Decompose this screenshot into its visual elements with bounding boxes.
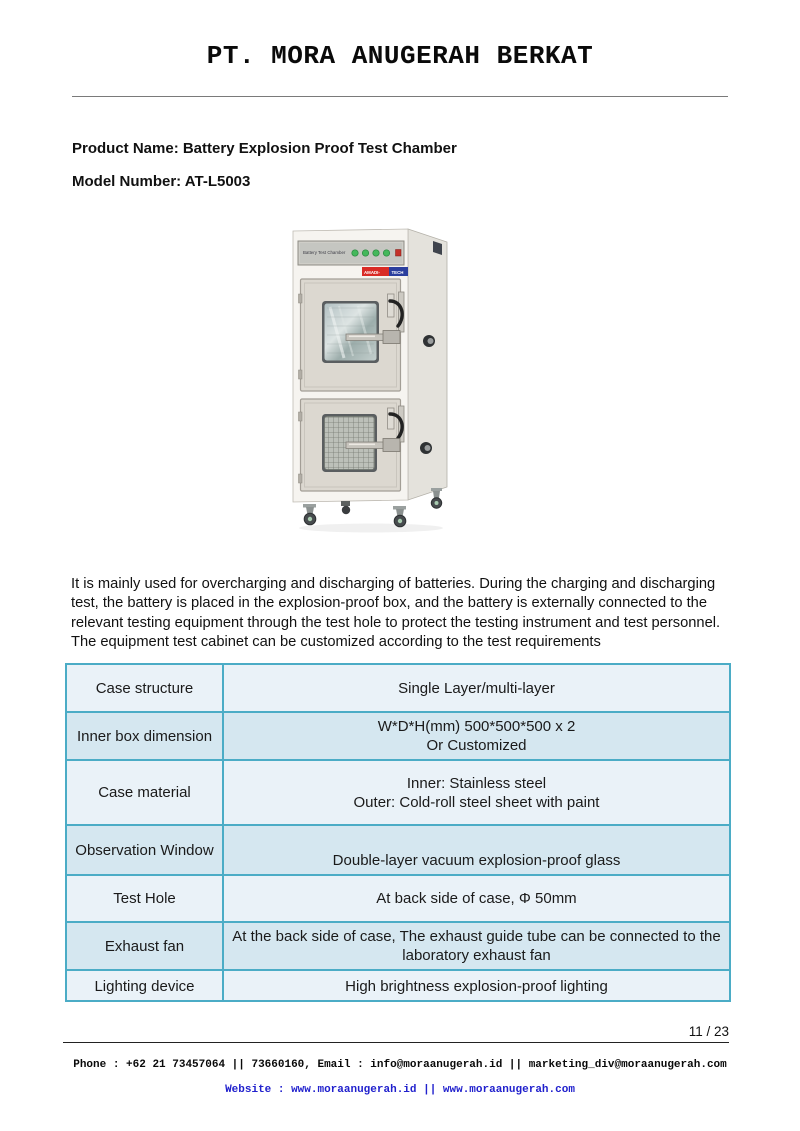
spec-value	[223, 970, 730, 1001]
spec-value-line: High brightness explosion-proof lighting	[345, 978, 608, 995]
floor-shadow	[299, 524, 443, 533]
spec-label: Case structure	[66, 664, 223, 712]
spec-value-line: At the back side of case, The exhaust guide tube can be connected to the laboratory exhaust fan	[232, 928, 721, 964]
table-row	[66, 970, 730, 1001]
lower-door	[299, 399, 405, 491]
spec-table	[65, 663, 731, 1002]
stop-button	[396, 250, 402, 257]
upper-door	[299, 279, 405, 391]
spec-label: Observation Window	[66, 825, 223, 875]
brand-logo-left-text: AMADI-	[364, 269, 380, 275]
door-hinge	[299, 370, 303, 379]
header-divider	[72, 96, 728, 97]
table-row	[66, 825, 730, 875]
spec-value	[223, 664, 730, 712]
brand-logo	[362, 267, 408, 276]
table-row	[66, 875, 730, 922]
footer-website-links[interactable]: Website : www.moraanugerah.id || www.moraanugerah.com	[225, 1084, 575, 1096]
spec-value-line: W*D*H(mm) 500*500*500 x 2	[377, 718, 576, 735]
spec-value	[223, 760, 730, 825]
caster-wheel	[341, 501, 350, 514]
product-name: Product Name: Battery Explosion Proof Test Chamber	[72, 140, 457, 157]
table-row	[66, 922, 730, 970]
spec-label: Case material	[66, 760, 223, 825]
product-photo	[283, 222, 458, 537]
footer-contact-line: Phone : +62 21 73457064 || 73660160, Email : info@moraanugerah.id || marketing_div@moraanugerah.com	[73, 1059, 727, 1071]
test-chamber-illustration	[283, 222, 458, 537]
panel-label: Battery Test Chamber	[303, 250, 346, 255]
company-title: PT. MORA ANUGERAH BERKAT	[206, 41, 594, 71]
spec-label: Lighting device	[66, 970, 223, 1001]
spec-label: Inner box dimension	[66, 712, 223, 760]
brand-logo-right-text: TECH	[391, 269, 404, 275]
spec-value-line: Double-layer vacuum explosion-proof glass	[332, 852, 621, 869]
footer-divider	[63, 1042, 729, 1043]
table-row	[66, 664, 730, 712]
spec-value-line: Inner: Stainless steel	[406, 774, 547, 792]
spec-value	[223, 712, 730, 760]
observation-window	[322, 301, 379, 363]
door-hinge	[299, 294, 303, 303]
table-row	[66, 712, 730, 760]
table-row	[66, 760, 730, 825]
model-number: Model Number: AT-L5003	[72, 173, 251, 190]
spec-label: Exhaust fan	[66, 922, 223, 970]
caster-wheel	[393, 506, 406, 527]
door-hinge	[299, 474, 303, 483]
spec-label: Test Hole	[66, 875, 223, 922]
door-hinge	[299, 412, 303, 421]
spec-value-line: At back side of case, Φ 50mm	[376, 890, 577, 907]
caster-wheel	[303, 504, 316, 525]
control-panel	[298, 241, 404, 265]
spec-value	[223, 875, 730, 922]
spec-value-line: Outer: Cold-roll steel sheet with paint	[353, 793, 600, 811]
page-number: 11 / 23	[688, 1024, 729, 1039]
spec-value-line: Or Customized	[426, 737, 527, 754]
product-description: It is mainly used for overcharging and discharging of batteries. During the charging and discharging test, the battery is placed in the explosion-proof box, and the battery is externally connected to the relevant testing equipment through the test hole to protect the testing instrument and test personnel. The equipment test cabinet can be customized according to the test requirements	[71, 576, 721, 651]
spec-value	[223, 825, 730, 875]
spec-value	[223, 922, 730, 970]
spec-value-line: Single Layer/multi-layer	[398, 679, 555, 697]
